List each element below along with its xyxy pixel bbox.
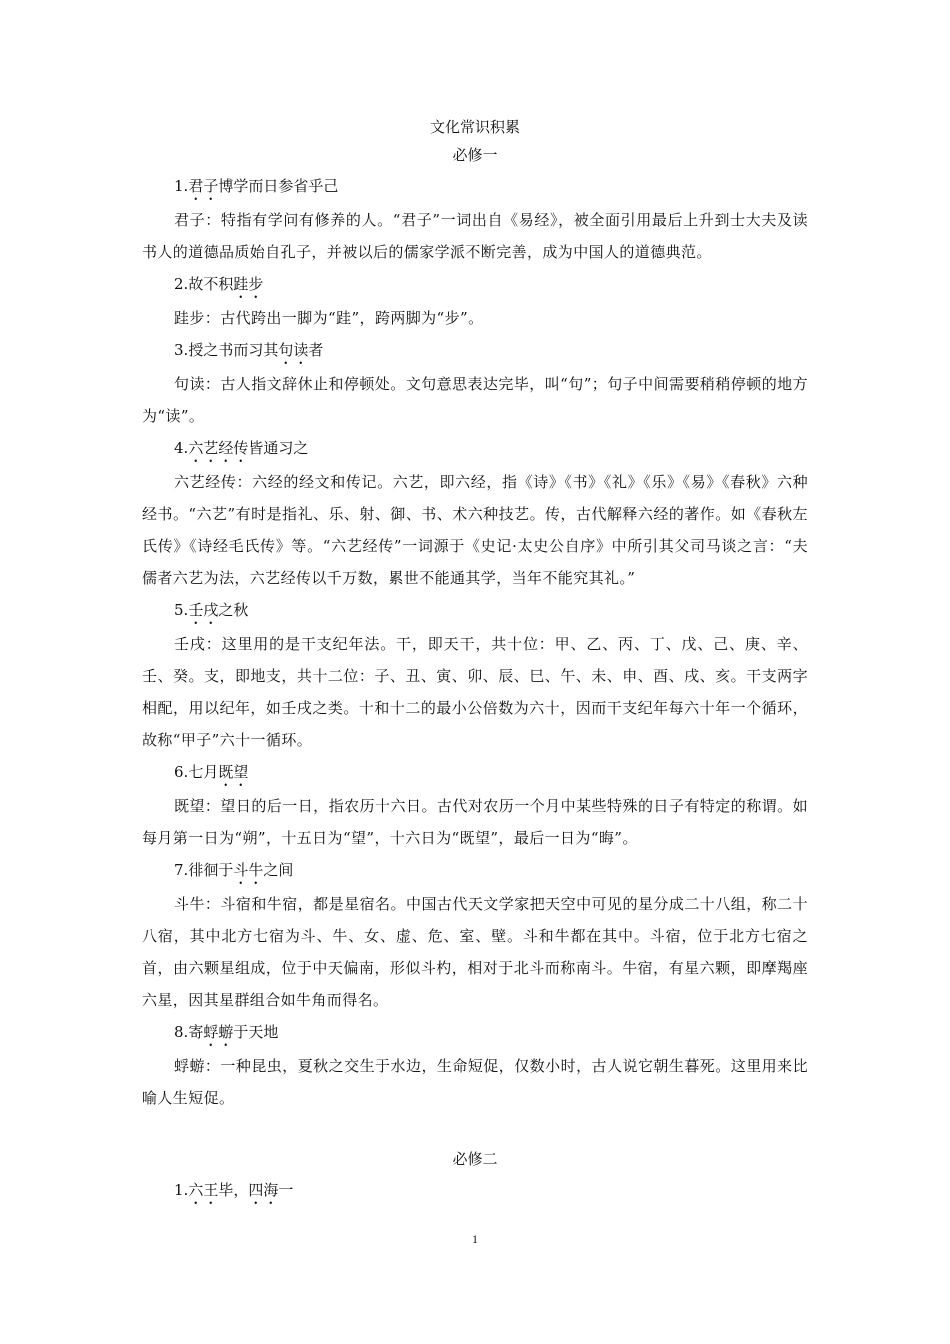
- item-explanation: 君子：特指有学问有修养的人。“君子”一词出自《易经》，被全面引用最后上升到士大夫及读书人的道德品质始自孔子，并被以后的儒家学派不断完善，成为中国人的道德典范。: [142, 211, 808, 261]
- emphasized-term: 既望: [218, 763, 249, 781]
- emphasized-term: 句读: [278, 341, 309, 359]
- item-heading: [142, 594, 808, 628]
- item-number: 8.: [174, 1023, 189, 1041]
- item-text: 一: [278, 1181, 294, 1199]
- item-text: 博学而日参省乎己: [218, 177, 339, 195]
- document-title: 文化常识积累: [429, 118, 520, 136]
- item-number: 7.: [174, 861, 189, 879]
- list-item: [142, 334, 808, 432]
- item-number: 1.: [174, 177, 189, 195]
- emphasized-term: 壬戌: [188, 601, 219, 619]
- item-heading: [142, 1174, 808, 1208]
- item-number: 1.: [174, 1181, 189, 1199]
- item-heading: [142, 854, 808, 888]
- item-heading: [142, 756, 808, 790]
- item-text: 故不积: [188, 275, 234, 293]
- emphasized-term: 四海: [248, 1181, 279, 1199]
- item-explanation: 句读：古人指文辞休止和停顿处。文句意思表达完毕，叫“句”；句子中间需要稍稍停顿的地方为“读”。: [142, 375, 808, 425]
- list-item: [142, 1016, 808, 1114]
- emphasized-term: 六王: [188, 1181, 219, 1199]
- emphasized-term: 跬步: [233, 275, 264, 293]
- emphasized-term: 斗牛: [233, 861, 264, 879]
- item-text: 之秋: [218, 601, 249, 619]
- item-heading: [142, 268, 808, 302]
- item-text: 徘徊于: [188, 861, 234, 879]
- document-page: [142, 114, 808, 1208]
- item-number: 4.: [174, 439, 189, 457]
- item-number: 6.: [174, 763, 189, 781]
- item-text: 皆通习之: [248, 439, 309, 457]
- item-heading: [142, 432, 808, 466]
- item-text: 于天地: [233, 1023, 279, 1041]
- item-explanation: 六艺经传：六经的经文和传记。六艺，即六经，指《诗》《书》《礼》《乐》《易》《春秋》六种经书。“六艺”有时是指礼、乐、射、御、书、术六种技艺。传，古代解释六经的著作。如《春秋左氏传》《诗经毛氏传》等。“六艺经传”一词源于《史记·太史公自序》中所引其父司马谈之言：“夫儒者六艺为法，六艺经传以千万数，累世不能通其学，当年不能究其礼。”: [142, 473, 808, 587]
- list-item: [142, 854, 808, 1016]
- emphasized-term: 六艺经传: [188, 439, 249, 457]
- list-item: [142, 432, 808, 594]
- item-text: 授之书而习其: [188, 341, 279, 359]
- item-number: 5.: [174, 601, 189, 619]
- item-text: 者: [308, 341, 324, 359]
- item-explanation: 既望：望日的后一日，指农历十六日。古代对农历一个月中某些特殊的日子有特定的称谓。如每月第一日为“朔”，十五日为“望”，十六日为“既望”，最后一日为“晦”。: [142, 797, 808, 847]
- item-explanation: 壬戌：这里用的是干支纪年法。干，即天干，共十位：甲、乙、丙、丁、戊、己、庚、辛、壬、癸。支，即地支，共十二位：子、丑、寅、卯、辰、巳、午、未、申、酉、戌、亥。干支两字相配，用以纪年，如壬戌之类。十和十二的最小公倍数为六十，因而干支纪年每六十年一个循环，故称“甲子”六十一循环。: [142, 635, 808, 749]
- item-explanation: 斗牛：斗宿和牛宿，都是星宿名。中国古代天文学家把天空中可见的星分成二十八组，称二十八宿，其中北方七宿为斗、牛、女、虚、危、室、壁。斗和牛都在其中。斗宿，位于北方七宿之首，由六颗星组成，位于中天偏南，形似斗杓，相对于北斗而称南斗。牛宿，有星六颗，即摩羯座六星，因其星群组合如牛角而得名。: [142, 895, 808, 1009]
- item-explanation: 蜉蝣：一种昆虫，夏秋之交生于水边，生命短促，仅数小时，古人说它朝生暮死。这里用来比喻人生短促。: [142, 1057, 808, 1107]
- list-item: [142, 170, 808, 268]
- item-explanation: 跬步：古代跨出一脚为“跬”，跨两脚为“步”。: [174, 309, 484, 327]
- item-text: 寄: [188, 1023, 204, 1041]
- item-heading: [142, 334, 808, 368]
- section-title: 必修二: [452, 1150, 498, 1168]
- item-heading: [142, 1016, 808, 1050]
- section-title: 必修一: [452, 146, 498, 164]
- page-number: 1: [472, 1232, 478, 1246]
- emphasized-term: 君子: [188, 177, 219, 195]
- list-item: [142, 1174, 808, 1208]
- item-number: 2.: [174, 275, 189, 293]
- list-item: [142, 594, 808, 756]
- item-number: 3.: [174, 341, 189, 359]
- item-text: 七月: [188, 763, 219, 781]
- item-heading: [142, 170, 808, 204]
- item-text: 毕，: [218, 1181, 249, 1199]
- list-item: [142, 756, 808, 854]
- emphasized-term: 蜉蝣: [203, 1023, 234, 1041]
- list-item: [142, 268, 808, 334]
- item-text: 之间: [263, 861, 294, 879]
